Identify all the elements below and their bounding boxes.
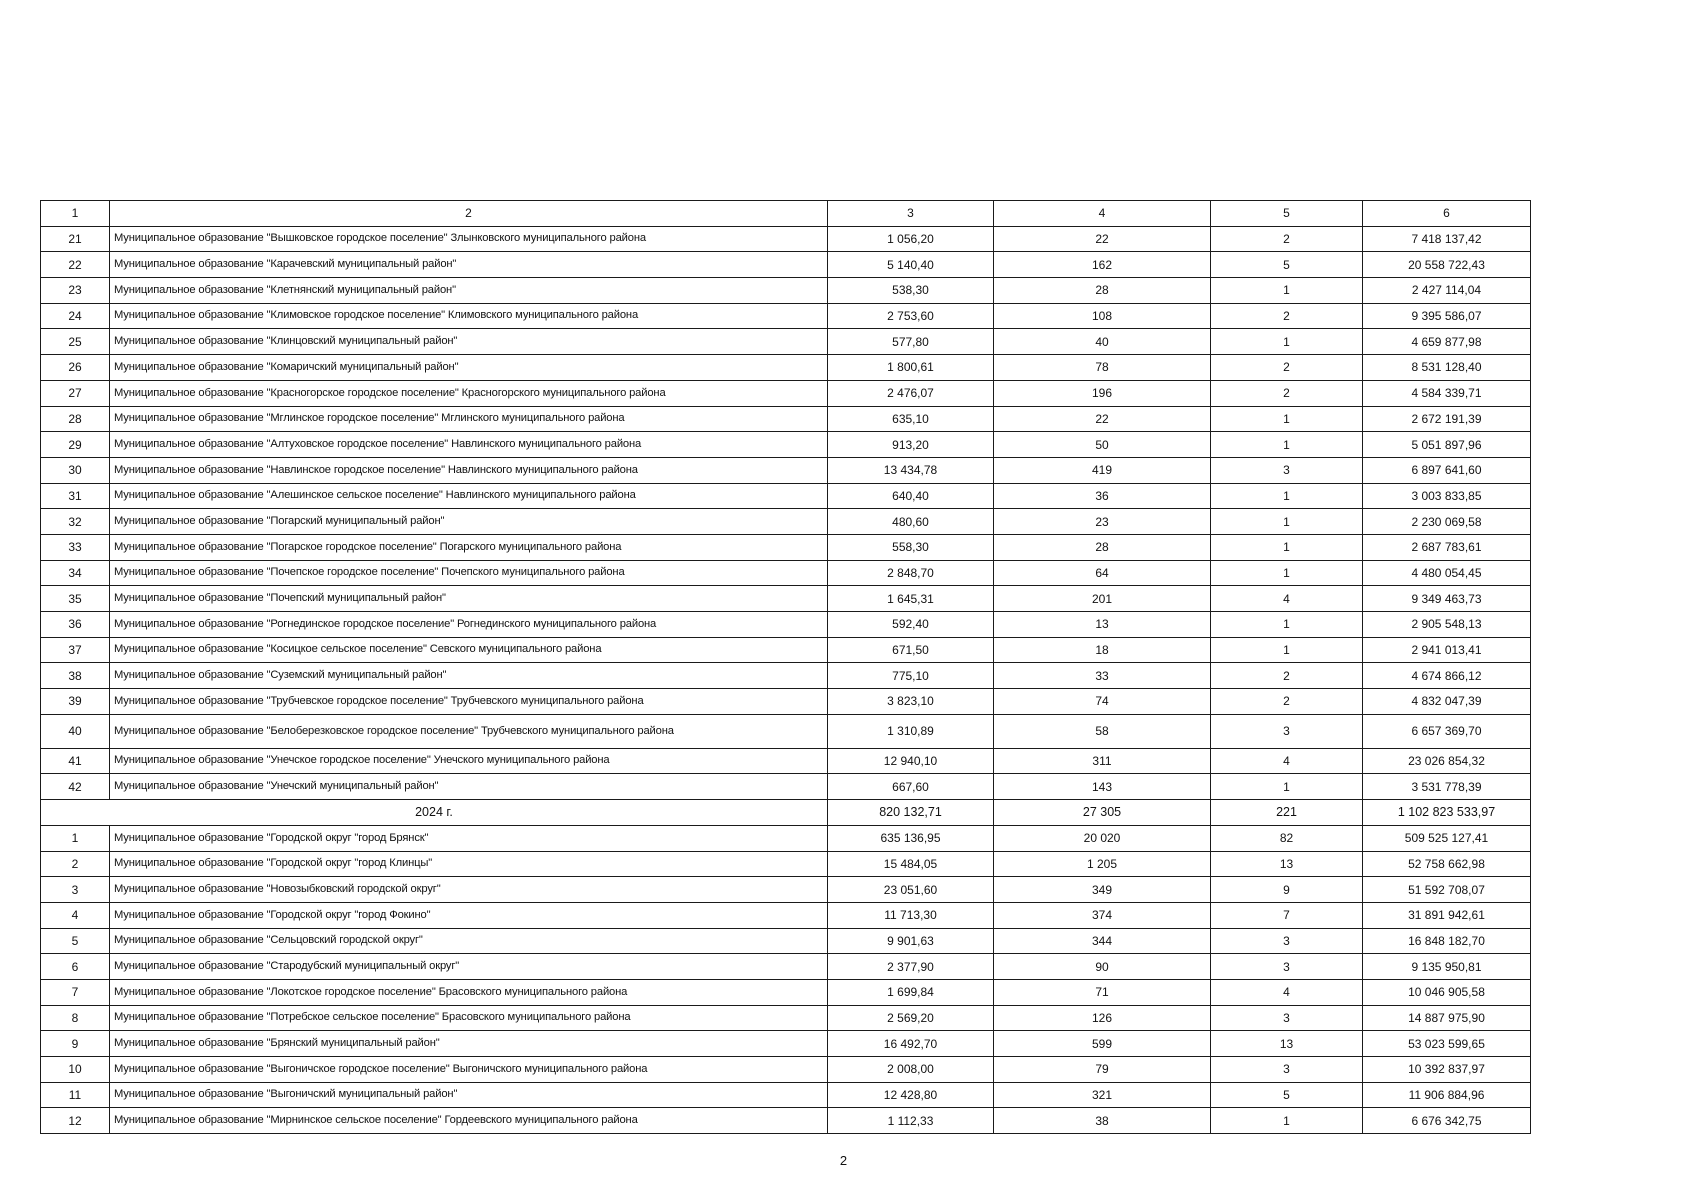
amount-value: 2 687 783,61	[1363, 534, 1531, 560]
residents-count: 344	[994, 928, 1211, 954]
municipality-name: Муниципальное образование "Клетнянский муниципальный район"	[110, 278, 828, 304]
table-row	[41, 355, 1531, 381]
row-number: 8	[41, 1005, 110, 1031]
row-number: 4	[41, 902, 110, 928]
amount-value: 31 891 942,61	[1363, 902, 1531, 928]
area-value: 2 377,90	[828, 954, 994, 980]
municipality-name: Муниципальное образование "Унечский муниципальный район"	[110, 774, 828, 800]
row-number: 25	[41, 329, 110, 355]
amount-value: 4 832 047,39	[1363, 689, 1531, 715]
row-number: 23	[41, 278, 110, 304]
area-value: 3 823,10	[828, 689, 994, 715]
residents-count: 22	[994, 406, 1211, 432]
amount-value: 9 349 463,73	[1363, 586, 1531, 612]
residents-count: 79	[994, 1057, 1211, 1083]
table-row	[41, 748, 1531, 774]
houses-count: 3	[1211, 714, 1363, 748]
houses-count: 13	[1211, 1031, 1363, 1057]
residents-count: 13	[994, 612, 1211, 638]
houses-count: 2	[1211, 380, 1363, 406]
area-value: 538,30	[828, 278, 994, 304]
table-row	[41, 560, 1531, 586]
municipality-name: Муниципальное образование "Городской округ "город Брянск"	[110, 825, 828, 851]
area-value: 16 492,70	[828, 1031, 994, 1057]
col-header-2: 2	[110, 201, 828, 227]
table-row	[41, 979, 1531, 1005]
municipality-name: Муниципальное образование "Красногорское городское поселение" Красногорского муниципального района	[110, 380, 828, 406]
column-number-row	[41, 201, 1531, 227]
area-value: 667,60	[828, 774, 994, 800]
row-number: 27	[41, 380, 110, 406]
area-value: 11 713,30	[828, 902, 994, 928]
area-value: 13 434,78	[828, 457, 994, 483]
col-header-5: 5	[1211, 201, 1363, 227]
amount-value: 10 392 837,97	[1363, 1057, 1531, 1083]
row-number: 32	[41, 509, 110, 535]
residents-count: 599	[994, 1031, 1211, 1057]
row-number: 29	[41, 432, 110, 458]
houses-count: 3	[1211, 1005, 1363, 1031]
municipality-name: Муниципальное образование "Карачевский муниципальный район"	[110, 252, 828, 278]
row-number: 1	[41, 825, 110, 851]
municipality-name: Муниципальное образование "Выгоничский муниципальный район"	[110, 1082, 828, 1108]
amount-value: 16 848 182,70	[1363, 928, 1531, 954]
houses-count: 1	[1211, 329, 1363, 355]
houses-count: 3	[1211, 1057, 1363, 1083]
amount-value: 2 672 191,39	[1363, 406, 1531, 432]
municipality-name: Муниципальное образование "Унечское городское поселение" Унечского муниципального района	[110, 748, 828, 774]
area-value: 2 848,70	[828, 560, 994, 586]
residents-count: 50	[994, 432, 1211, 458]
municipality-name: Муниципальное образование "Городской округ "город Клинцы"	[110, 851, 828, 877]
area-value: 913,20	[828, 432, 994, 458]
amount-value: 2 230 069,58	[1363, 509, 1531, 535]
row-number: 7	[41, 979, 110, 1005]
area-value: 2 569,20	[828, 1005, 994, 1031]
houses-count: 1	[1211, 534, 1363, 560]
residents-count: 126	[994, 1005, 1211, 1031]
row-number: 26	[41, 355, 110, 381]
area-value: 1 699,84	[828, 979, 994, 1005]
area-value: 15 484,05	[828, 851, 994, 877]
area-value: 12 428,80	[828, 1082, 994, 1108]
houses-count: 7	[1211, 902, 1363, 928]
municipality-name: Муниципальное образование "Навлинское городское поселение" Навлинского муниципального района	[110, 457, 828, 483]
amount-value: 6 676 342,75	[1363, 1108, 1531, 1134]
amount-value: 3 531 778,39	[1363, 774, 1531, 800]
houses-count: 2	[1211, 303, 1363, 329]
table-row	[41, 432, 1531, 458]
municipality-name: Муниципальное образование "Новозыбковский городской округ"	[110, 877, 828, 903]
residents-count: 108	[994, 303, 1211, 329]
houses-count: 3	[1211, 928, 1363, 954]
houses-count: 3	[1211, 457, 1363, 483]
municipality-name: Муниципальное образование "Комаричский муниципальный район"	[110, 355, 828, 381]
area-value: 592,40	[828, 612, 994, 638]
col-header-1: 1	[41, 201, 110, 227]
houses-count: 1	[1211, 509, 1363, 535]
row-number: 33	[41, 534, 110, 560]
area-value: 1 800,61	[828, 355, 994, 381]
amount-value: 4 659 877,98	[1363, 329, 1531, 355]
col-header-4: 4	[994, 201, 1211, 227]
row-number: 28	[41, 406, 110, 432]
municipality-name: Муниципальное образование "Алешинское сельское поселение" Навлинского муниципального района	[110, 483, 828, 509]
residents-count: 33	[994, 663, 1211, 689]
amount-value: 3 003 833,85	[1363, 483, 1531, 509]
residents-count: 18	[994, 637, 1211, 663]
amount-value: 6 657 369,70	[1363, 714, 1531, 748]
houses-count: 4	[1211, 586, 1363, 612]
area-value: 635 136,95	[828, 825, 994, 851]
amount-value: 6 897 641,60	[1363, 457, 1531, 483]
residents-count: 349	[994, 877, 1211, 903]
amount-value: 8 531 128,40	[1363, 355, 1531, 381]
year-label: 2024 г.	[41, 800, 828, 826]
municipality-name: Муниципальное образование "Локотское городское поселение" Брасовского муниципального района	[110, 979, 828, 1005]
row-number: 37	[41, 637, 110, 663]
row-number: 38	[41, 663, 110, 689]
municipality-name: Муниципальное образование "Трубчевское городское поселение" Трубчевского муниципального района	[110, 689, 828, 715]
amount-value: 11 906 884,96	[1363, 1082, 1531, 1108]
residents-count: 28	[994, 534, 1211, 560]
amount-value: 23 026 854,32	[1363, 748, 1531, 774]
residents-count: 38	[994, 1108, 1211, 1134]
municipality-name: Муниципальное образование "Брянский муниципальный район"	[110, 1031, 828, 1057]
houses-count: 1	[1211, 1108, 1363, 1134]
amount-value: 7 418 137,42	[1363, 226, 1531, 252]
residents-count: 36	[994, 483, 1211, 509]
table-row	[41, 457, 1531, 483]
amount-value: 2 905 548,13	[1363, 612, 1531, 638]
amount-value: 4 674 866,12	[1363, 663, 1531, 689]
row-number: 36	[41, 612, 110, 638]
municipality-name: Муниципальное образование "Сельцовский городской округ"	[110, 928, 828, 954]
area-value: 2 476,07	[828, 380, 994, 406]
residents-count: 90	[994, 954, 1211, 980]
houses-count: 1	[1211, 432, 1363, 458]
amount-value: 20 558 722,43	[1363, 252, 1531, 278]
row-number: 24	[41, 303, 110, 329]
table-body	[41, 201, 1531, 1134]
total-amount: 1 102 823 533,97	[1363, 800, 1531, 826]
houses-count: 2	[1211, 663, 1363, 689]
area-value: 1 112,33	[828, 1108, 994, 1134]
residents-count: 162	[994, 252, 1211, 278]
table-row	[41, 278, 1531, 304]
area-value: 635,10	[828, 406, 994, 432]
row-number: 42	[41, 774, 110, 800]
amount-value: 51 592 708,07	[1363, 877, 1531, 903]
amount-value: 10 046 905,58	[1363, 979, 1531, 1005]
table-row	[41, 612, 1531, 638]
table-row	[41, 877, 1531, 903]
houses-count: 1	[1211, 560, 1363, 586]
area-value: 671,50	[828, 637, 994, 663]
houses-count: 9	[1211, 877, 1363, 903]
residents-count: 64	[994, 560, 1211, 586]
area-value: 23 051,60	[828, 877, 994, 903]
row-number: 40	[41, 714, 110, 748]
row-number: 5	[41, 928, 110, 954]
residents-count: 201	[994, 586, 1211, 612]
total-residents: 27 305	[994, 800, 1211, 826]
table-row	[41, 303, 1531, 329]
table-row	[41, 509, 1531, 535]
row-number: 12	[41, 1108, 110, 1134]
table-row	[41, 902, 1531, 928]
amount-value: 53 023 599,65	[1363, 1031, 1531, 1057]
area-value: 12 940,10	[828, 748, 994, 774]
amount-value: 9 135 950,81	[1363, 954, 1531, 980]
amount-value: 509 525 127,41	[1363, 825, 1531, 851]
houses-count: 2	[1211, 355, 1363, 381]
table-row	[41, 774, 1531, 800]
col-header-3: 3	[828, 201, 994, 227]
residents-count: 321	[994, 1082, 1211, 1108]
row-number: 41	[41, 748, 110, 774]
row-number: 39	[41, 689, 110, 715]
amount-value: 4 584 339,71	[1363, 380, 1531, 406]
table-row	[41, 1005, 1531, 1031]
houses-count: 1	[1211, 774, 1363, 800]
table-row	[41, 534, 1531, 560]
houses-count: 1	[1211, 278, 1363, 304]
municipality-name: Муниципальное образование "Погарский муниципальный район"	[110, 509, 828, 535]
area-value: 1 056,20	[828, 226, 994, 252]
houses-count: 13	[1211, 851, 1363, 877]
page-number: 2	[839, 1153, 848, 1168]
residents-count: 71	[994, 979, 1211, 1005]
area-value: 558,30	[828, 534, 994, 560]
row-number: 2	[41, 851, 110, 877]
municipality-name: Муниципальное образование "Мглинское городское поселение" Мглинского муниципального района	[110, 406, 828, 432]
row-number: 35	[41, 586, 110, 612]
residents-count: 311	[994, 748, 1211, 774]
houses-count: 82	[1211, 825, 1363, 851]
municipality-name: Муниципальное образование "Клинцовский муниципальный район"	[110, 329, 828, 355]
residents-count: 143	[994, 774, 1211, 800]
residents-count: 22	[994, 226, 1211, 252]
row-number: 3	[41, 877, 110, 903]
row-number: 22	[41, 252, 110, 278]
area-value: 2 753,60	[828, 303, 994, 329]
amount-value: 4 480 054,45	[1363, 560, 1531, 586]
table-row	[41, 689, 1531, 715]
table-row	[41, 1082, 1531, 1108]
houses-count: 2	[1211, 226, 1363, 252]
houses-count: 1	[1211, 483, 1363, 509]
area-value: 5 140,40	[828, 252, 994, 278]
area-value: 480,60	[828, 509, 994, 535]
municipality-name: Муниципальное образование "Почепское городское поселение" Почепского муниципального района	[110, 560, 828, 586]
houses-count: 1	[1211, 637, 1363, 663]
table-row	[41, 663, 1531, 689]
table-row	[41, 1031, 1531, 1057]
municipality-name: Муниципальное образование "Косицкое сельское поселение" Севского муниципального района	[110, 637, 828, 663]
residents-count: 58	[994, 714, 1211, 748]
table-row	[41, 483, 1531, 509]
residents-count: 74	[994, 689, 1211, 715]
area-value: 577,80	[828, 329, 994, 355]
houses-count: 4	[1211, 748, 1363, 774]
table-row	[41, 1057, 1531, 1083]
municipality-name: Муниципальное образование "Выгоничское городское поселение" Выгоничского муниципального района	[110, 1057, 828, 1083]
houses-count: 2	[1211, 689, 1363, 715]
municipality-name: Муниципальное образование "Стародубский муниципальный округ"	[110, 954, 828, 980]
table-row	[41, 637, 1531, 663]
residents-count: 20 020	[994, 825, 1211, 851]
row-number: 6	[41, 954, 110, 980]
table-row	[41, 1108, 1531, 1134]
municipality-name: Муниципальное образование "Городской округ "город Фокино"	[110, 902, 828, 928]
year-total-row	[41, 800, 1531, 826]
table-row	[41, 380, 1531, 406]
amount-value: 2 941 013,41	[1363, 637, 1531, 663]
table-row	[41, 329, 1531, 355]
municipality-name: Муниципальное образование "Мирнинское сельское поселение" Гордеевского муниципального района	[110, 1108, 828, 1134]
houses-count: 5	[1211, 252, 1363, 278]
residents-count: 78	[994, 355, 1211, 381]
data-table	[40, 200, 1531, 1134]
col-header-6: 6	[1363, 201, 1531, 227]
area-value: 9 901,63	[828, 928, 994, 954]
houses-count: 1	[1211, 406, 1363, 432]
residents-count: 374	[994, 902, 1211, 928]
municipality-name: Муниципальное образование "Рогнединское городское поселение" Рогнединского муниципального района	[110, 612, 828, 638]
row-number: 10	[41, 1057, 110, 1083]
row-number: 11	[41, 1082, 110, 1108]
houses-count: 3	[1211, 954, 1363, 980]
area-value: 1 645,31	[828, 586, 994, 612]
table-row	[41, 586, 1531, 612]
houses-count: 5	[1211, 1082, 1363, 1108]
area-value: 1 310,89	[828, 714, 994, 748]
table-row	[41, 928, 1531, 954]
table-row	[41, 252, 1531, 278]
amount-value: 14 887 975,90	[1363, 1005, 1531, 1031]
table-row	[41, 954, 1531, 980]
residents-count: 196	[994, 380, 1211, 406]
table-row	[41, 825, 1531, 851]
amount-value: 9 395 586,07	[1363, 303, 1531, 329]
residents-count: 23	[994, 509, 1211, 535]
municipality-name: Муниципальное образование "Почепский муниципальный район"	[110, 586, 828, 612]
total-houses: 221	[1211, 800, 1363, 826]
municipality-name: Муниципальное образование "Алтуховское городское поселение" Навлинского муниципального района	[110, 432, 828, 458]
area-value: 775,10	[828, 663, 994, 689]
row-number: 30	[41, 457, 110, 483]
municipality-name: Муниципальное образование "Погарское городское поселение" Погарского муниципального района	[110, 534, 828, 560]
residents-count: 1 205	[994, 851, 1211, 877]
table-row	[41, 851, 1531, 877]
row-number: 21	[41, 226, 110, 252]
row-number: 9	[41, 1031, 110, 1057]
row-number: 31	[41, 483, 110, 509]
municipality-name: Муниципальное образование "Потребское сельское поселение" Брасовского муниципального района	[110, 1005, 828, 1031]
residents-count: 40	[994, 329, 1211, 355]
municipality-name: Муниципальное образование "Вышковское городское поселение" Злынковского муниципального района	[110, 226, 828, 252]
residents-count: 419	[994, 457, 1211, 483]
total-area: 820 132,71	[828, 800, 994, 826]
municipality-name: Муниципальное образование "Суземский муниципальный район"	[110, 663, 828, 689]
municipality-name: Муниципальное образование "Климовское городское поселение" Климовского муниципального района	[110, 303, 828, 329]
houses-count: 1	[1211, 612, 1363, 638]
residents-count: 28	[994, 278, 1211, 304]
table-row	[41, 226, 1531, 252]
amount-value: 52 758 662,98	[1363, 851, 1531, 877]
houses-count: 4	[1211, 979, 1363, 1005]
municipality-name: Муниципальное образование "Белоберезковское городское поселение" Трубчевского муниципального района	[110, 714, 828, 748]
amount-value: 2 427 114,04	[1363, 278, 1531, 304]
table-row	[41, 714, 1531, 748]
area-value: 640,40	[828, 483, 994, 509]
row-number: 34	[41, 560, 110, 586]
amount-value: 5 051 897,96	[1363, 432, 1531, 458]
area-value: 2 008,00	[828, 1057, 994, 1083]
table-row	[41, 406, 1531, 432]
